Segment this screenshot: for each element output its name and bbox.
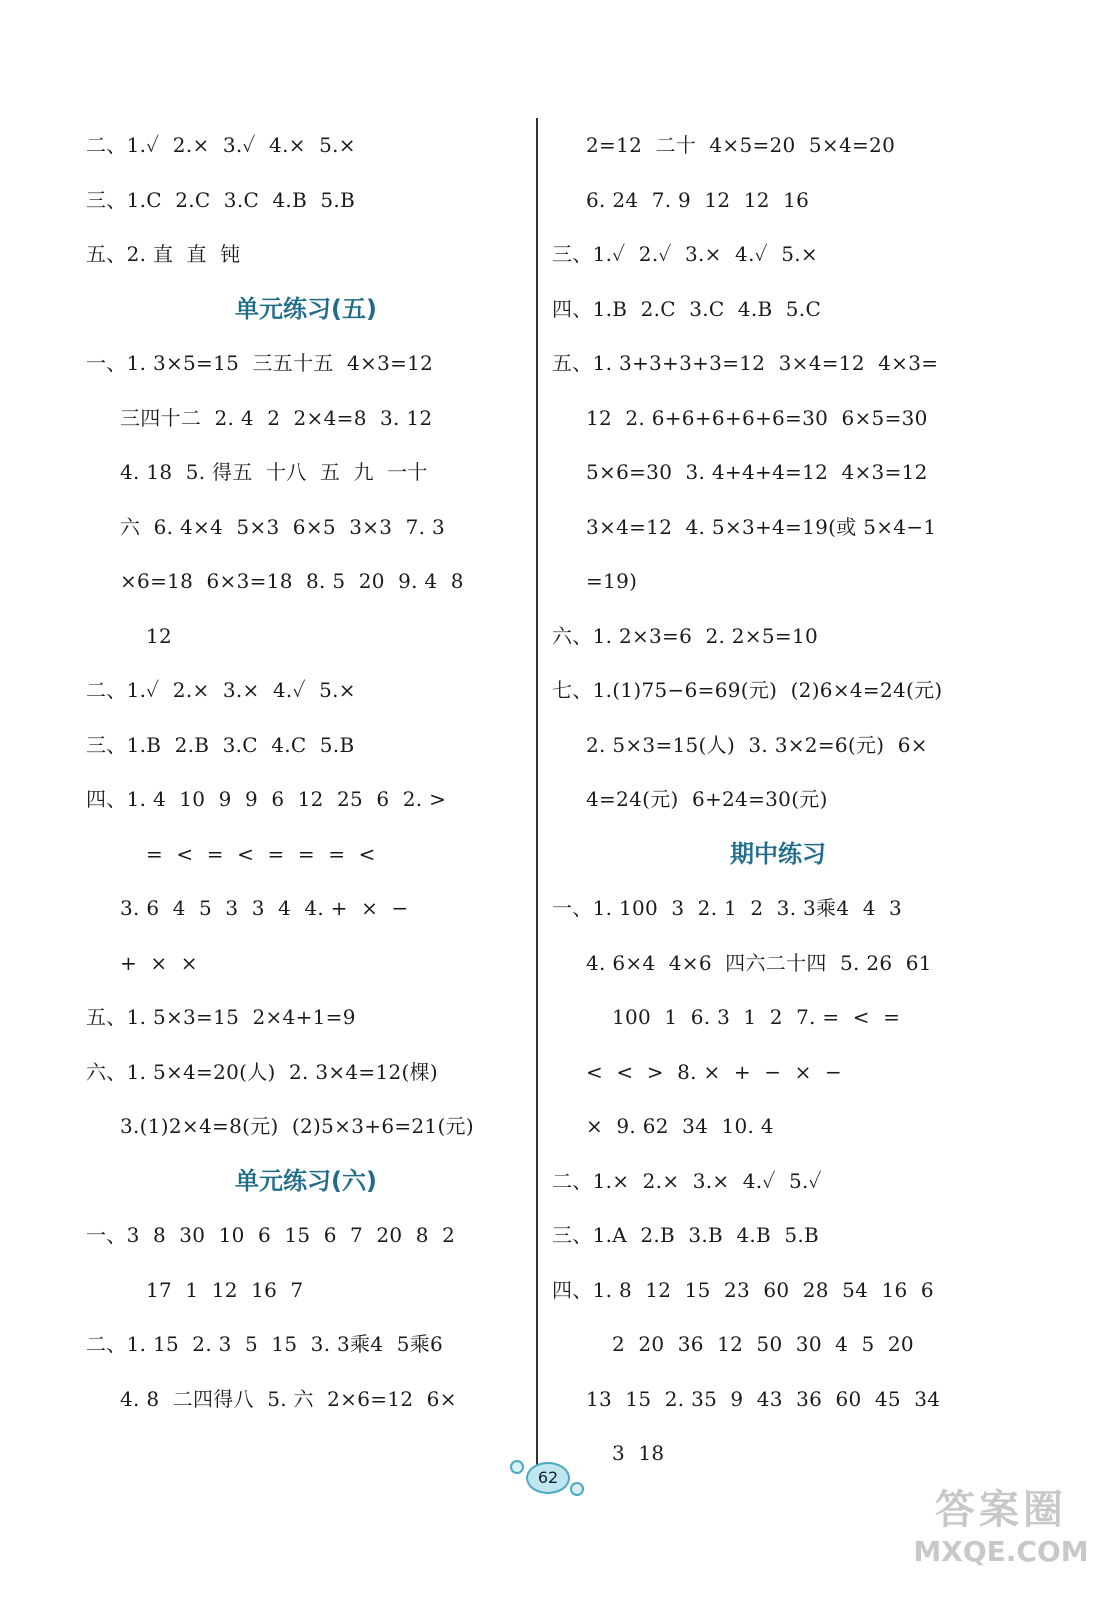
- left-column: [86, 118, 526, 1426]
- watermark-url: MXQE.COM: [913, 1535, 1089, 1568]
- decorative-bubble-icon: [570, 1482, 584, 1496]
- answer-line: 一、1. 100 3 2. 1 2 3. 3乘4 4 3: [552, 896, 903, 920]
- answer-line: 17 1 12 16 7: [146, 1277, 304, 1302]
- right-column: [552, 118, 1004, 1481]
- section-heading-unit6: 单元练习(六): [235, 1166, 377, 1195]
- answer-line: 6. 24 7. 9 12 12 16: [586, 187, 810, 212]
- answer-line: 六 6. 4×4 5×3 6×5 3×3 7. 3: [120, 514, 446, 539]
- column-divider: [536, 118, 538, 1468]
- answer-line: 3. 6 4 5 3 3 4 4. + × −: [120, 896, 409, 920]
- answer-line: 五、1. 3+3+3+3=12 3×4=12 4×3=: [552, 351, 939, 375]
- answer-line: < < > 8. × + − × −: [586, 1059, 843, 1084]
- answer-line: 一、3 8 30 10 6 15 6 7 20 8 2: [86, 1223, 456, 1247]
- answer-line: 一、1. 3×5=15 三五十五 4×3=12: [86, 351, 434, 375]
- answer-line: 3×4=12 4. 5×3+4=19(或 5×4−1: [586, 514, 937, 539]
- answer-line: 4. 6×4 4×6 四六二十四 5. 26 61: [586, 950, 932, 975]
- answer-line: 12: [146, 623, 173, 648]
- answer-line: + × ×: [120, 950, 198, 975]
- answer-line: 四、1.B 2.C 3.C 4.B 5.C: [552, 296, 822, 321]
- answer-line: 二、1. 15 2. 3 5 15 3. 3乘4 5乘6: [86, 1332, 444, 1356]
- answer-line: 六、1. 5×4=20(人) 2. 3×4=12(棵): [86, 1059, 439, 1084]
- answer-line: 三、1.✓ 2.✓ 3.× 4.✓ 5.×: [552, 242, 818, 266]
- page-number: 62: [537, 1468, 559, 1487]
- answer-line: 五、2. 直 直 钝: [86, 242, 241, 266]
- answer-line: 三四十二 2. 4 2 2×4=8 3. 12: [120, 405, 433, 430]
- watermark-logo: [906, 1486, 1096, 1586]
- section-heading-unit5: 单元练习(五): [235, 294, 377, 323]
- answer-line: 4. 18 5. 得五 十八 五 九 一十: [120, 460, 428, 484]
- answer-line: 四、1. 8 12 15 23 60 28 54 16 6: [552, 1277, 934, 1302]
- answer-line: 三、1.B 2.B 3.C 4.C 5.B: [86, 732, 355, 757]
- answer-line: 2=12 二十 4×5=20 5×4=20: [586, 133, 896, 157]
- answer-line: = < = < = = = <: [146, 841, 376, 866]
- answer-line: 2 20 36 12 50 30 4 5 20: [612, 1332, 914, 1356]
- answer-line: 2. 5×3=15(人) 3. 3×2=6(元) 6×: [586, 732, 928, 757]
- answer-line: 六、1. 2×3=6 2. 2×5=10: [552, 623, 818, 648]
- page-number-badge: [508, 1456, 588, 1502]
- watermark-text: 答案圈: [935, 1487, 1067, 1533]
- answer-line: 4=24(元) 6+24=30(元): [586, 787, 828, 811]
- answer-line: 三、1.A 2.B 3.B 4.B 5.B: [552, 1223, 820, 1247]
- answer-line: 3.(1)2×4=8(元) (2)5×3+6=21(元): [120, 1114, 474, 1138]
- answer-line: 四、1. 4 10 9 9 6 12 25 6 2. >: [86, 787, 447, 811]
- answer-line: =19): [586, 569, 638, 593]
- answer-line: × 9. 62 34 10. 4: [586, 1114, 774, 1138]
- answer-line: 100 1 6. 3 1 2 7. = < =: [612, 1005, 901, 1029]
- answer-line: 二、1.✓ 2.× 3.× 4.✓ 5.×: [86, 678, 356, 702]
- decorative-bubble-icon: [510, 1460, 524, 1474]
- section-heading-midterm: 期中练习: [730, 839, 826, 868]
- answer-line: 13 15 2. 35 9 43 36 60 45 34: [586, 1386, 941, 1411]
- answer-line: 五、1. 5×3=15 2×4+1=9: [86, 1005, 356, 1029]
- answer-line: 4. 8 二四得八 5. 六 2×6=12 6×: [120, 1386, 457, 1411]
- answer-line: 3 18: [612, 1441, 665, 1465]
- answer-line: ×6=18 6×3=18 8. 5 20 9. 4 8: [120, 569, 464, 593]
- answer-line: 二、1.× 2.× 3.× 4.✓ 5.✓: [552, 1168, 822, 1193]
- answer-line: 5×6=30 3. 4+4+4=12 4×3=12: [586, 460, 928, 484]
- answer-line: 12 2. 6+6+6+6+6=30 6×5=30: [586, 405, 928, 430]
- answer-line: 二、1.✓ 2.× 3.✓ 4.× 5.×: [86, 133, 356, 157]
- answer-line: 七、1.(1)75−6=69(元) (2)6×4=24(元): [552, 678, 943, 702]
- answer-line: 三、1.C 2.C 3.C 4.B 5.B: [86, 187, 356, 212]
